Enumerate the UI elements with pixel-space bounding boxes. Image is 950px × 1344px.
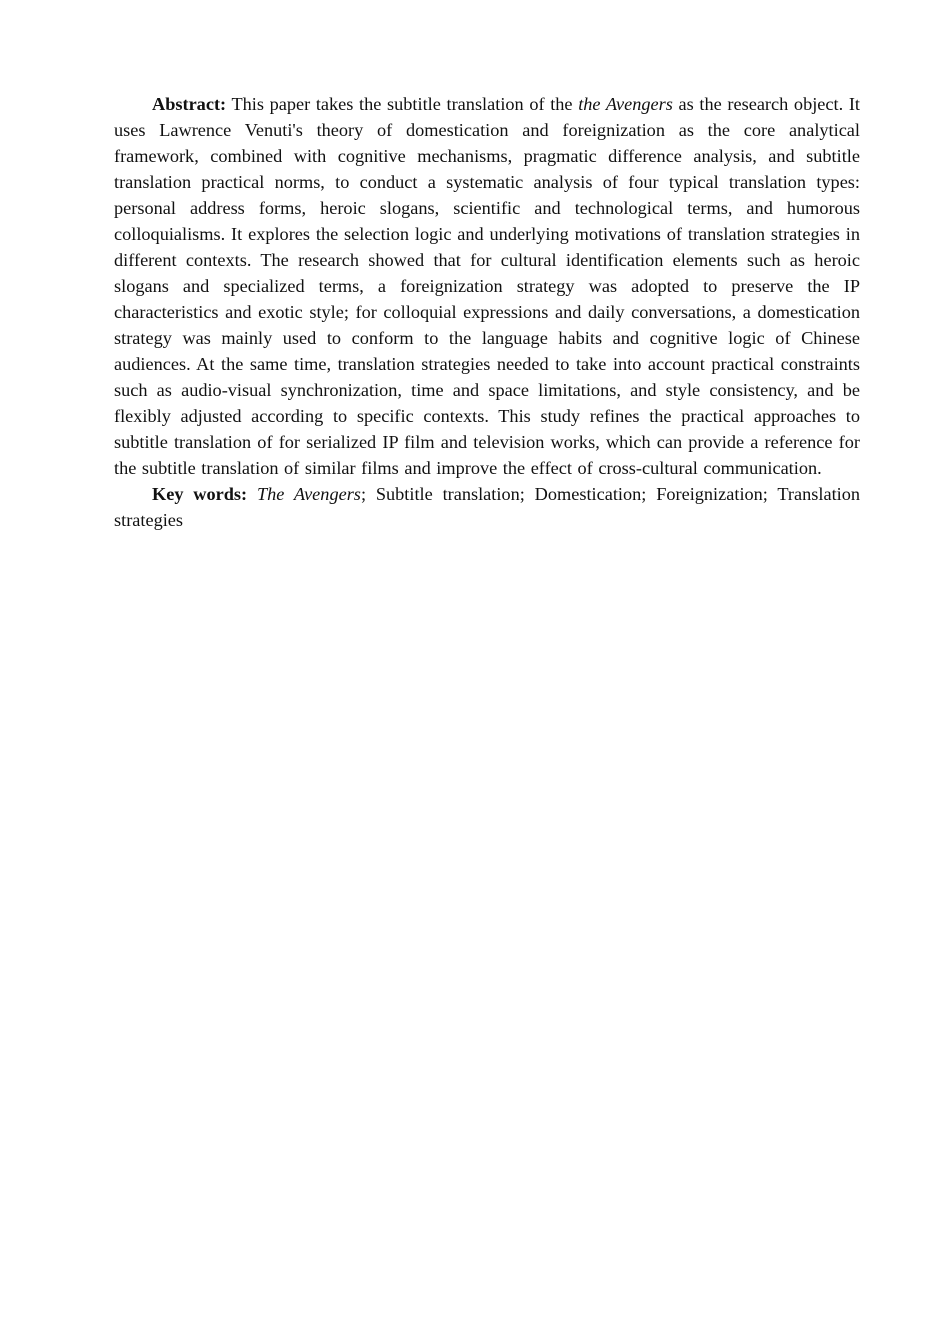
abstract-section — [114, 91, 860, 533]
abstract-text-body: as the research object. It uses Lawrence Venuti's theory of domestication and foreignization as the core analytical framework, combined with cognitive mechanisms, pragmatic difference analysis, and subtitle translation practical norms, to conduct a systematic analysis of four typical translation types: personal address forms, heroic slogans, scientific and technological terms, and humorous colloquialisms. It explores the selection logic and underlying motivations of translation strategies in different contexts. The research showed that for cultural identification elements such as heroic slogans and specialized terms, a foreignization strategy was adopted to preserve the IP characteristics and exotic style; for colloquial expressions and daily conversations, a domestication strategy was mainly used to conform to the language habits and cognitive logic of Chinese audiences. At the same time, translation strategies needed to take into account practical constraints such as audio-visual synchronization, time and space limitations, and style consistency, and be flexibly adjusted according to specific contexts. This study refines the practical approaches to subtitle translation of for serialized IP film and television works, which can provide a reference for the subtitle translation of similar films and improve the effect of cross-cultural communication. — [114, 94, 860, 478]
abstract-film-title: the Avengers — [578, 94, 673, 114]
abstract-paragraph — [114, 91, 860, 481]
keywords-label: Key words: — [152, 484, 248, 504]
abstract-label: Abstract: — [152, 94, 227, 114]
keywords-film-title: The Avengers — [256, 484, 361, 504]
keywords-list: ; Subtitle translation; Domestication; Foreignization; Translation strategies — [114, 484, 861, 530]
abstract-text-intro: This paper takes the subtitle translation of the — [226, 94, 579, 114]
keywords-paragraph — [114, 481, 860, 533]
